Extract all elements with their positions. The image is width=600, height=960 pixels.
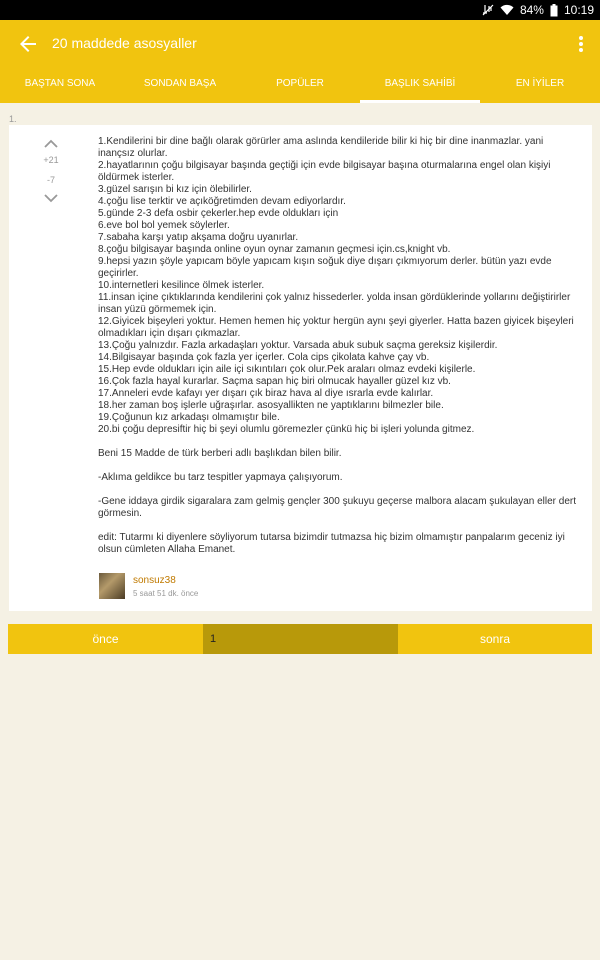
avatar[interactable]: [99, 573, 125, 599]
wifi-icon: [500, 4, 514, 16]
entry-paragraph: Beni 15 Madde de türk berberi adlı başlıkdan bilen bilir.: [98, 448, 342, 459]
status-icons: [482, 2, 594, 18]
downvote-count: -7: [46, 175, 55, 185]
downvote-button[interactable]: [43, 191, 59, 203]
entry-index: 1.: [9, 114, 17, 124]
back-button[interactable]: [16, 32, 40, 56]
entry-line: 6.eve bol bol yemek söylerler.: [98, 220, 230, 231]
entry-line: 9.hepsi yazın şöyle yapıcam böyle yapıcam kışın soğuk diye dışarı çıkmıyorum derler. bütün yazı evde geçirirler.: [98, 256, 552, 279]
entry-line: 14.Bilgisayar başında çok fazla yer içerler. Cola cips çikolata kahve çay vb.: [98, 352, 430, 363]
entry-line: 16.Çok fazla hayal kurarlar. Saçma sapan hiç biri olmucak hayaller güzel kız vb.: [98, 376, 451, 387]
entry-line: 3.güzel sarışın bi kız için ölebilirler.: [98, 184, 252, 195]
status-bar: [0, 0, 600, 20]
tab-sondan-basa[interactable]: SONDAN BAŞA: [143, 78, 217, 89]
pagination: [8, 624, 592, 654]
entry-timestamp: 5 saat 51 dk. önce: [133, 589, 199, 598]
mute-icon: [482, 4, 494, 16]
entry-paragraph: -Aklıma geldikce bu tarz tespitler yapmaya çalışıyorum.: [98, 472, 343, 483]
entry-line: 20.bi çoğu depresiftir hiç bi şeyi olumlu göremezler çünkü hiç bi işleri yolunda gitmez.: [98, 424, 475, 435]
entry-line: 4.çoğu lise terktir ve açıköğretimden devam ediyorlardır.: [98, 196, 346, 207]
upvote-count: +21: [43, 155, 59, 165]
entry-line: 10.internetleri kesilince ölmek isterler.: [98, 280, 265, 291]
page-title: 20 maddede asosyaller: [52, 35, 197, 51]
app-bar: [0, 20, 600, 67]
tab-bastan-sona[interactable]: BAŞTAN SONA: [24, 78, 96, 89]
tab-populer[interactable]: POPÜLER: [276, 78, 324, 89]
chevron-up-icon: [43, 138, 59, 150]
entry-line: 18.her zaman boş işlerle uğraşırlar. asosyallikten ne yaptıklarını bilmezler bile.: [98, 400, 444, 411]
entry-line: 11.insan içine çıktıklarında kendilerini çok yalnız hissederler. yolda insan gördüklerinde yollarını değiştirirler insan yüzü görmemek için.: [98, 292, 571, 315]
next-page-button[interactable]: sonra: [398, 624, 592, 654]
entry-paragraph: -Gene iddaya girdik sigaralara zam gelmiş gençler 300 şukuyu geçerse malbora alacam şukulayan eller dert görmesin.: [98, 496, 577, 519]
entry-line: 13.Çoğu yalnızdır. Fazla arkadaşları yoktur. Varsada abuk subuk saçma gereksiz kişilerdir.: [98, 340, 498, 351]
entry-line: 17.Anneleri evde kafayı yer dışarı çık biraz hava al diye ısrarla evde kalırlar.: [98, 388, 434, 399]
back-arrow-icon: [16, 32, 40, 56]
tab-en-iyiler[interactable]: EN İYİLER: [515, 78, 565, 89]
entry-line: 5.günde 2-3 defa osbir çekerler.hep evde oldukları için: [98, 208, 339, 219]
entry-card: [9, 125, 592, 611]
entry-line: 1.Kendilerini bir dine bağlı olarak görürler ama aslında kendileride bilir ki hiç bir dine inanmazlar. yani inançsız olurlar.: [98, 136, 544, 159]
entry-line: 7.sabaha karşı yatıp akşama doğru uyanırlar.: [98, 232, 299, 243]
battery-icon: [550, 4, 558, 17]
clock-time: 10:19: [563, 3, 594, 17]
battery-percent: 84%: [519, 3, 544, 17]
author-name[interactable]: sonsuz38: [133, 575, 176, 586]
entry-line: 15.Hep evde oldukları için aile içi sıkıntıları çok olur.Pek araları olmaz evdeki kişilerle.: [98, 364, 476, 375]
upvote-button[interactable]: [43, 137, 59, 149]
tab-baslik-sahibi[interactable]: BAŞLIK SAHİBİ: [360, 67, 480, 103]
tab-bar: [0, 67, 600, 103]
entry-line: 8.çoğu bilgisayar başında online oyun oynar zamanın geçmesi için.cs,knight vb.: [98, 244, 451, 255]
page-number-field[interactable]: 1: [203, 624, 398, 654]
overflow-menu-icon: [576, 32, 586, 56]
entry-paragraph: edit: Tutarmı ki diyenlere söyliyorum tutarsa bizimdir tutmazsa hiç bizim olmamıştır panpalarım geceniz iyi olsun cümleten Allaha Emanet.: [98, 532, 565, 555]
overflow-menu-button[interactable]: [576, 32, 586, 56]
chevron-down-icon: [43, 192, 59, 204]
entry-line: 19.Çoğunun kız arkadaşı olmamıştır bile.: [98, 412, 280, 423]
prev-page-button[interactable]: önce: [8, 624, 203, 654]
entry-line: 12.Giyicek bişeyleri yoktur. Hemen hemen hiç yoktur hergün aynı şeyi giyerler. Hatta bazen giyicek bişeyleri olmadıkları için dışarı çıkmazlar.: [98, 316, 574, 339]
entry-line: 2.hayatlarının çoğu bilgisayar başında geçtiği için evde bilgisayar başına oturmalarına engel olan kişiyi öldürmek isterler.: [98, 160, 551, 183]
entry-body: [98, 136, 582, 556]
